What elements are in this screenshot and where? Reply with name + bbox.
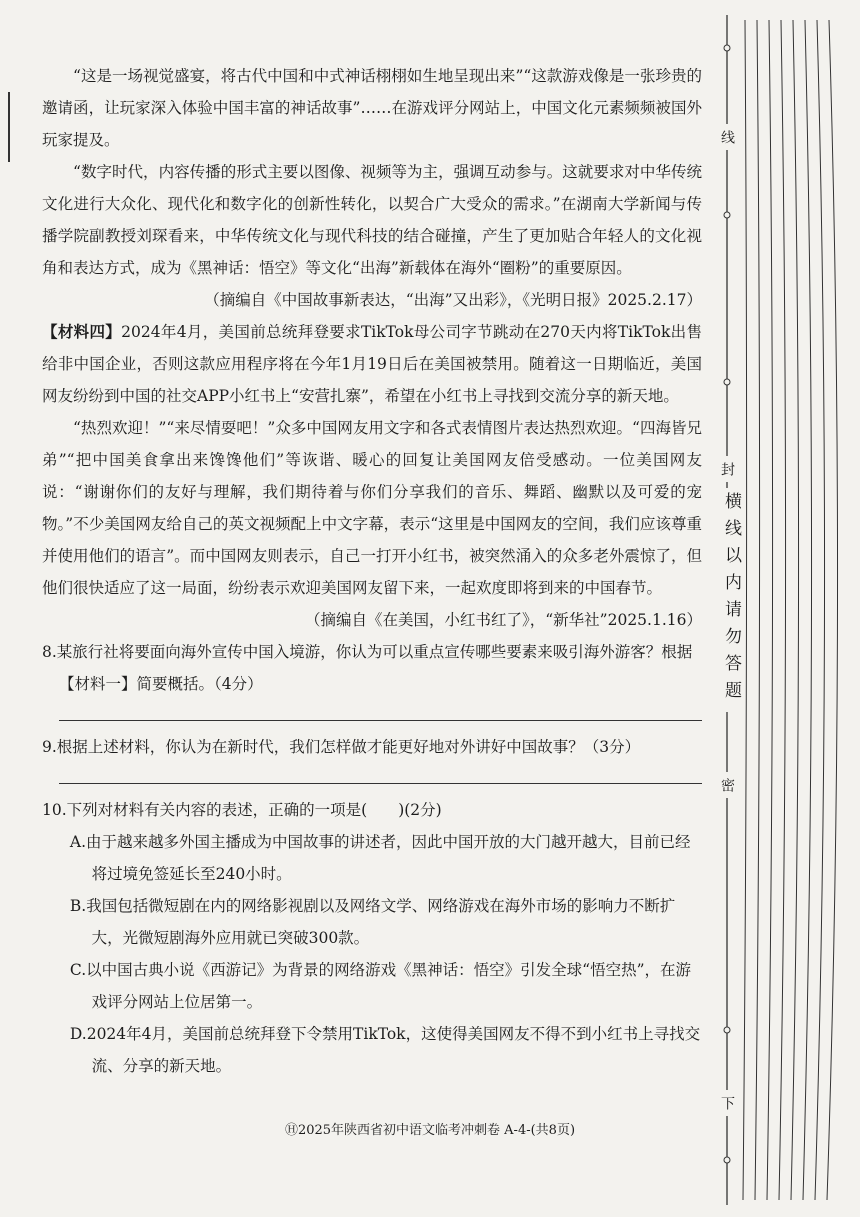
material-4-paragraph-1 [42,316,702,412]
paragraph-1: “这是一场视觉盛宴，将古代中国和中式神话栩栩如生地呈现出来”“这款游戏像是一张珍贵的邀请函，让玩家深入体验中国丰富的神话故事”……在游戏评分网站上，中国文化元素频频被国外玩家提及。 [42,67,702,149]
binding-note: 横线以内请勿答题 [718,488,745,712]
binding-label-below: 下 [720,1090,734,1116]
question-8: 8.某旅行社将要面向海外宣传中国入境游，你认为可以重点宣传哪些要素来吸引海外游客？根据【材料一】简要概括。（4分） [42,643,693,693]
page-content [42,60,702,1082]
answer-line-q9[interactable] [59,763,702,784]
question-10: 10.下列对材料有关内容的表述，正确的一项是( )(2分) [42,801,442,819]
paragraph-2: “数字时代，内容传播的形式主要以图像、视频等为主，强调互动参与。这就要求对中华传统文化进行大众化、现代化和数字化的创新性转化，以契合广大受众的需求。”在湖南大学新闻与传播学院副教授刘琛看来，中华传统文化与现代科技的结合碰撞，产生了更加贴合年轻人的文化视角和表达方式，成为《黑神话：悟空》等文化“出海”新载体在海外“圈粉”的重要原因。 [42,163,702,277]
option-b[interactable]: B.我国包括微短剧在内的网络影视剧以及网络文学、网络游戏在海外市场的影响力不断扩大，光微短剧海外应用就已突破300款。 [69,897,676,947]
margin-mark [8,92,10,162]
option-a[interactable]: A.由于越来越多外国主播成为中国故事的讲述者，因此中国开放的大门越开越大，目前已经将过境免签延长至240小时。 [69,833,691,883]
material-4-tag: 【材料四】 [42,322,122,341]
source-material-3: （摘编自《中国故事新表达，“出海”又出彩》，《光明日报》2025.2.17） [204,291,702,309]
option-d[interactable]: D.2024年4月，美国前总统拜登下令禁用TikTok，这使得美国网友不得不到小红书上寻找交流、分享的新天地。 [69,1025,701,1075]
source-material-4: （摘编自《在美国，小红书红了》，“新华社”2025.1.16） [305,611,702,629]
material-4-text-1: 2024年4月，美国前总统拜登要求TikTok母公司字节跳动在270天内将TikTok出售给非中国企业，否则这款应用程序将在今年1月19日后在美国被禁用。随着这一日期临近，美国网友纷纷到中国的社交APP小红书上“安营扎寨”，希望在小红书上寻找到交流分享的新天地。 [42,323,702,405]
question-9: 9.根据上述材料，你认为在新时代，我们怎样做才能更好地对外讲好中国故事？（3分） [42,738,641,756]
binding-label-seal: 封 [720,456,734,482]
option-c[interactable]: C.以中国古典小说《西游记》为背景的网络游戏《黑神话：悟空》引发全球“悟空热”，在游戏评分网站上位居第一。 [69,961,691,1011]
answer-line-q8[interactable] [59,700,702,721]
binding-label-secret: 密 [720,772,734,798]
material-4-paragraph-2: “热烈欢迎！”“来尽情耍吧！”众多中国网友用文字和各式表情图片表达热烈欢迎。“四海皆兄弟”“把中国美食拿出来馋馋他们”等诙谐、暖心的回复让美国网友倍受感动。一位美国网友说：“谢谢你们的友好与理解，我们期待着与你们分享我们的音乐、舞蹈、幽默以及可爱的宠物。”不少美国网友给自己的英文视频配上中文字幕，表示“这里是中国网友的空间，我们应该尊重并使用他们的语言”。而中国网友则表示，自己一打开小红书，被突然涌入的众多老外震惊了，但他们很快适应了这一局面，纷纷表示欢迎美国网友留下来，一起欢度即将到来的中国春节。 [42,419,702,597]
binding-label-line: 线 [720,124,734,150]
page-footer: Ⓗ2025年陕西省初中语文临考冲刺卷 A-4-(共8页) [284,1123,576,1138]
